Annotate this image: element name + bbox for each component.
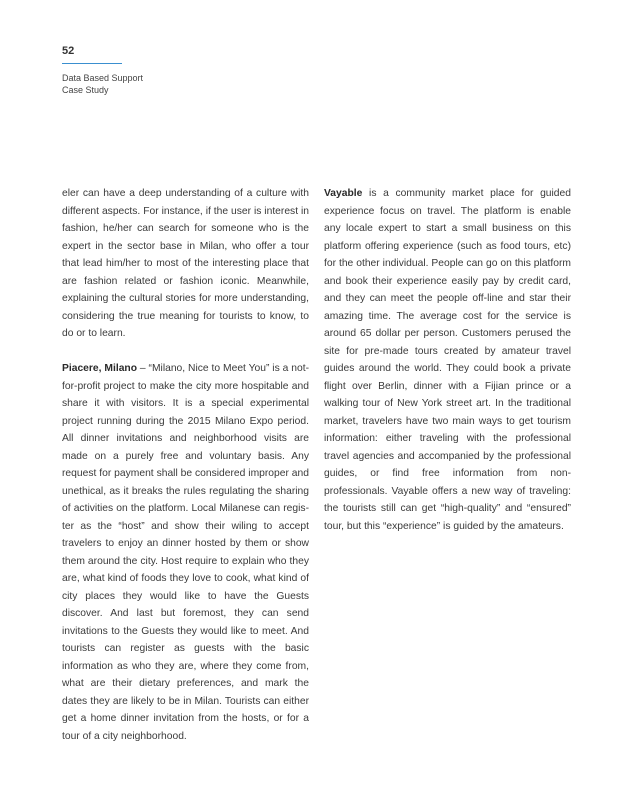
- piacere-paragraph: [62, 360, 309, 745]
- vayable-title: Vayable: [324, 188, 363, 199]
- right-text-column: [324, 185, 571, 553]
- intro-paragraph: eler can have a deep understanding of a culture with different aspects. For instance, if the user is interest in fashion, he/her can search for someone who is the expert in the sector base in Milan, who offer a tour that lead him/her to most of the interesting place that are fashion related or fashion iconic. Meanwhile, explaining the cultural stories for more understanding, considering the true meaning for tourists to know, to do or to learn.: [62, 188, 309, 339]
- header-divider: [62, 63, 122, 64]
- section-label-line-2: Case Study: [62, 85, 109, 95]
- vayable-body: is a community market place for guided experience focus on travel. The platform is enable any locale expert to start a small business on this platform offering experience (such as food tours, etc) for the other individual. People can go on this platform and book their experience easily pay by credit card, and they can meet the people off-line and star their amazing time. The average cost for the service is around 65 dollar per person. Customers perused the site for pre-made tours created by amateur travel guides around the world. They could book a private flight over Berlin, dinner with a Fijian prince or a walking tour of New York street art. In the traditional market, travelers have two main ways to get tourism information: either traveling with the professional travel agencies and accompanied by the professional guides, or find free information from non-professionals. Vayable offers a new way of traveling: the tourists still can get “high-quality” and “ensured” tour, but this “experience” is guided by the amateurs.: [324, 188, 571, 532]
- piacere-title: Piacere, Milano: [62, 363, 138, 374]
- left-text-column: [62, 185, 309, 763]
- piacere-body: – “Milano, Nice to Meet You” is a not-for-profit project to make the city more hospitable and share it with visitors. It is a special experimental project running during the 2015 Milano Expo period. All dinner invitations and neighborhood visits are made on a purely free and voluntary basis. Any request for payment shall be considered improper and unethical, as it breaks the rules regulating the sharing of activities on the platform. Local Milanese can register as the “host” and show their wiling to accept travelers to enjoy an dinner hosted by them or show them around the city. Host require to explain who they are, what kind of foods they love to cook, what kind of city places they would like to have the Guests discover. And last but foremost, they can send invitations to the Guests they would like to meet. And tourists can register as guests with the basic information as who they are, where they come from, what are their dietary preferences, and mark the dates they are likely to be in Milan. Tourists can either get a home dinner invitation from the hosts, or for a tour of a city neighborhood.: [62, 363, 309, 742]
- page-number: 52: [62, 45, 75, 57]
- vayable-paragraph: [324, 185, 571, 535]
- section-label-line-1: Data Based Support: [62, 73, 144, 83]
- section-label: [62, 72, 143, 96]
